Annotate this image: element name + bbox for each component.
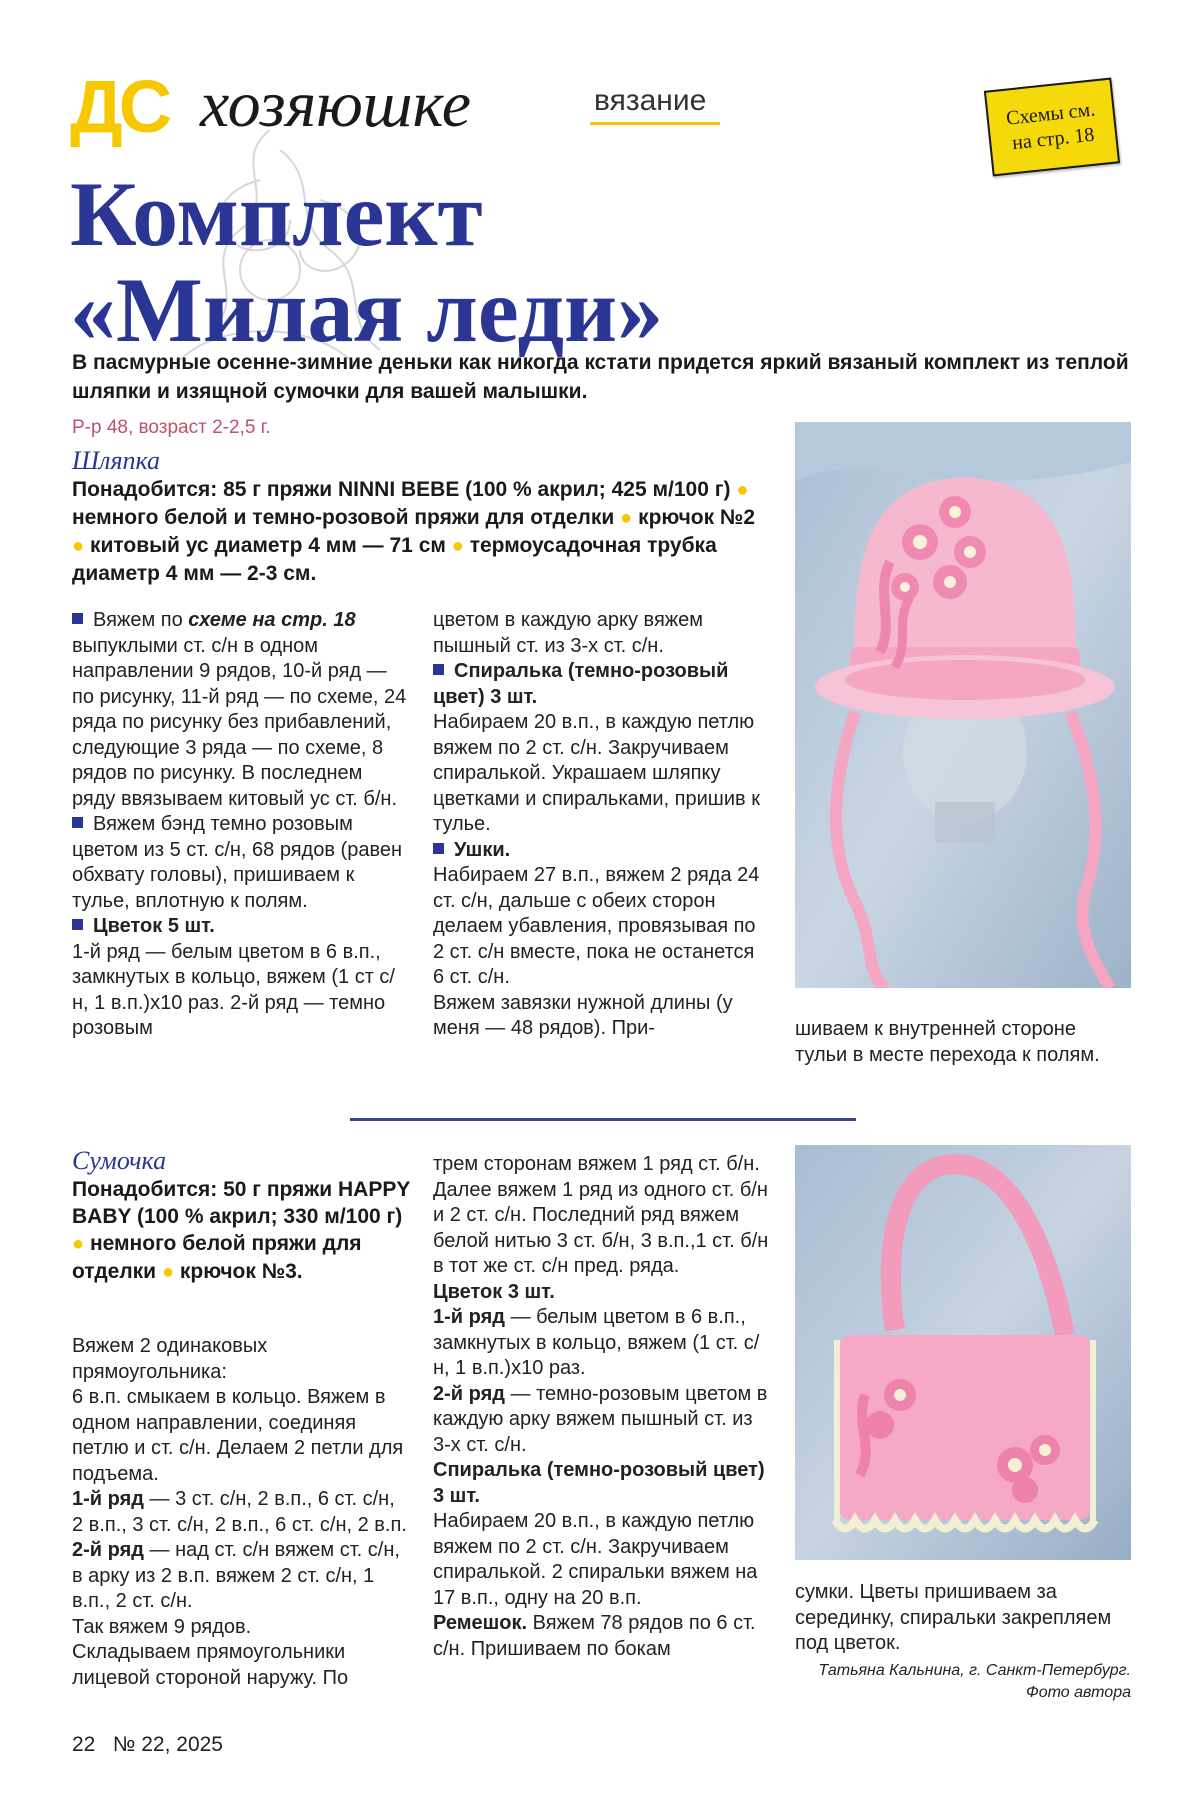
square-bullet-icon: [72, 613, 83, 624]
hat-paragraph-2: Вяжем бэнд темно розовым цветом из 5 ст. с/н, 68 рядов (равен обхвату головы), пришиваем к тулье, вплотную к полям.: [72, 813, 403, 912]
bullet-dot: ●: [161, 1261, 175, 1283]
hat-material-hook: крючок №2: [638, 506, 756, 529]
bag-spiral-text: Набираем 20 в.п., в каждую петлю вяжем по 2 ст. с/н. Закручиваем спиралькой. 2 спиральки вяжем на 17 в.п., одну на 20 в.п.: [433, 1510, 758, 1609]
hat-materials: [72, 476, 772, 587]
hat-section-title: Шляпка: [72, 446, 161, 475]
hat-column-1: [72, 608, 408, 1042]
title-line-2: «Милая леди»: [70, 259, 664, 361]
hat-photo: [795, 422, 1131, 988]
hat-material-whalebone: китовый ус диаметр 4 мм — 71 см: [89, 534, 446, 557]
square-bullet-icon: [433, 843, 444, 854]
square-bullet-icon: [72, 817, 83, 828]
bag-row-2: 2-й ряд — над ст. с/н вяжем ст. с/н, в арку из 2 в.п. вяжем 2 ст. с/н, 1 в.п., 2 ст. с/н.: [72, 1539, 400, 1612]
hat-material-yarn: Понадобится: 85 г пряжи NINNI BEBE (100 % акрил; 425 м/100 г): [72, 478, 731, 501]
bag-fold: Складываем прямоугольники лицевой стороной наружу. По: [72, 1641, 349, 1689]
title-line-1: Комплект: [70, 163, 483, 265]
bullet-dot: ●: [736, 479, 749, 501]
brand-logo-ds: ДС: [70, 65, 169, 148]
article-title: [70, 163, 830, 361]
badge-line-1: Схемы см.: [1005, 98, 1097, 130]
bag-col3-text: сумки. Цветы пришиваем за серединку, спиральки закрепляем под цветок.: [795, 1581, 1112, 1654]
bag-strap: Ремешок. Вяжем 78 рядов по 6 ст. с/н. Пришиваем по бокам: [433, 1612, 756, 1660]
hat-column-3: [795, 1017, 1131, 1068]
hat-ties-text: Вяжем завязки нужной длины (у меня — 48 рядов). При-: [433, 991, 733, 1039]
bag-materials: [72, 1176, 412, 1286]
bag-photo: [795, 1145, 1131, 1560]
bag-base: 6 в.п. смыкаем в кольцо. Вяжем в одном направлении, соединяя петлю и ст. с/н. Делаем 2 петли для подъема.: [72, 1386, 404, 1485]
bag-column-2: [433, 1152, 769, 1662]
article-lead: В пасмурные осенне-зимние деньки как никогда кстати придется яркий вязаный комплект из теплой шляпки и изящной сумочки для вашей малышки.: [72, 351, 1129, 403]
author-name: Татьяна Кальнина, г. Санкт-Петербург.: [818, 1662, 1131, 1679]
bag-rows-9: Так вяжем 9 рядов.: [72, 1615, 252, 1638]
section-underline: [590, 122, 720, 125]
hat-material-trim: немного белой и темно-розовой пряжи для отделки: [72, 506, 615, 529]
brand-title: хозяюшке: [200, 68, 472, 141]
bullet-dot: ●: [72, 1233, 85, 1255]
hat-col3-text: шиваем к внутренней стороне тульи в месте перехода к полям.: [795, 1018, 1100, 1066]
bag-material-yarn: Понадобится: 50 г пряжи HAPPY BABY (100 % акрил; 330 м/100 г): [72, 1178, 410, 1228]
bag-row-1: 1-й ряд — 3 ст. с/н, 2 в.п., 6 ст. с/н, 2 в.п., 3 ст. с/н, 2 в.п., 6 ст. с/н, 2 в.п.: [72, 1488, 407, 1536]
author-caption: [795, 1660, 1131, 1704]
hat-col2-paragraph-1: цветом в каждую арку вяжем пышный ст. из 3-х ст. с/н.: [433, 609, 704, 657]
bag-flower-row-1: 1-й ряд — белым цветом в 6 в.п., замкнутых в кольцо, вяжем (1 ст. с/н, 1 в.п.)х10 раз.: [433, 1306, 760, 1379]
schemes-reference-badge: [984, 78, 1120, 177]
bag-spiral-heading: Спиралька (темно-розовый цвет) 3 шт.: [433, 1459, 765, 1507]
square-bullet-icon: [72, 919, 83, 930]
bullet-dot: ●: [620, 507, 633, 529]
hat-column-2: [433, 608, 769, 1042]
page-footer: [72, 1734, 223, 1755]
bag-col2-paragraph-1: трем сторонам вяжем 1 ряд ст. б/н. Далее вяжем 1 ряд из одного ст. б/н и 2 ст. с/н. Последний ряд вяжем белой нитью 3 ст. б/н, 3 в.п.,1 ст. б/н в тот же ст. с/н пред. ряда.: [433, 1153, 769, 1277]
badge-line-2: на стр. 18: [1011, 123, 1096, 155]
bag-section-title: Сумочка: [72, 1146, 167, 1175]
square-bullet-icon: [433, 664, 444, 675]
issue-number: № 22, 2025: [112, 1733, 223, 1756]
bag-column-3: [795, 1580, 1131, 1657]
photo-credit: Фото автора: [1025, 1684, 1131, 1701]
hat-flower-heading: Цветок 5 шт.: [72, 914, 408, 940]
bag-column-1: [72, 1334, 408, 1691]
hat-flower-text: 1-й ряд — белым цветом в 6 в.п., замкнутых в кольцо, вяжем (1 ст с/н, 1 в.п.)х10 раз. 2-й ряд — темно розовым: [72, 940, 395, 1039]
hat-paragraph-1: Вяжем по схеме на стр. 18 выпуклыми ст. с/н в одном направлении 9 рядов, 10-й ряд — по рисунку, 11-й ряд — по схеме, 24 ряда по рисунку без прибавлений, следующие 3 ряда — по схеме, 8 рядов по рисунку. В последнем ряду ввязываем китовый ус ст. б/н.: [72, 609, 407, 810]
size-age: Р-р 48, возраст 2-2,5 г.: [72, 417, 271, 438]
hat-spiral-heading: Спиралька (темно-розовый цвет) 3 шт.: [433, 660, 729, 708]
hat-ears-text: Набираем 27 в.п., вяжем 2 ряда 24 ст. с/н, дальше с обеих сторон делаем убавления, провязывая по 2 ст. с/н вместе, пока не останется 6 ст. с/н.: [433, 864, 760, 988]
scheme-reference: схеме на стр. 18: [188, 609, 356, 631]
bag-flower-heading: Цветок 3 шт.: [433, 1280, 555, 1303]
bullet-dot: ●: [72, 535, 85, 557]
bag-flower-row-2: 2-й ряд — темно-розовым цветом в каждую арку вяжем пышный ст. из 3-х ст. с/н.: [433, 1382, 768, 1456]
hat-ears-heading: Ушки.: [433, 838, 769, 864]
section-divider: [350, 1118, 856, 1121]
bag-material-hook: крючок №3.: [179, 1260, 303, 1283]
page-number: 22: [72, 1733, 96, 1756]
bag-material-trim: немного белой пряжи для отделки: [72, 1232, 362, 1283]
bag-intro: Вяжем 2 одинаковых прямоугольника:: [72, 1335, 268, 1383]
hat-material-tube: термоусадочная трубка диаметр 4 мм — 2-3 см.: [72, 534, 717, 585]
hat-spiral-text: Набираем 20 в.п., в каждую петлю вяжем по 2 ст. с/н. Закручиваем спиралькой. Украшаем шляпку цветками и спиральками, пришив к тулье.: [433, 711, 760, 835]
section-label: вязание: [594, 84, 707, 117]
bullet-dot: ●: [451, 535, 464, 557]
